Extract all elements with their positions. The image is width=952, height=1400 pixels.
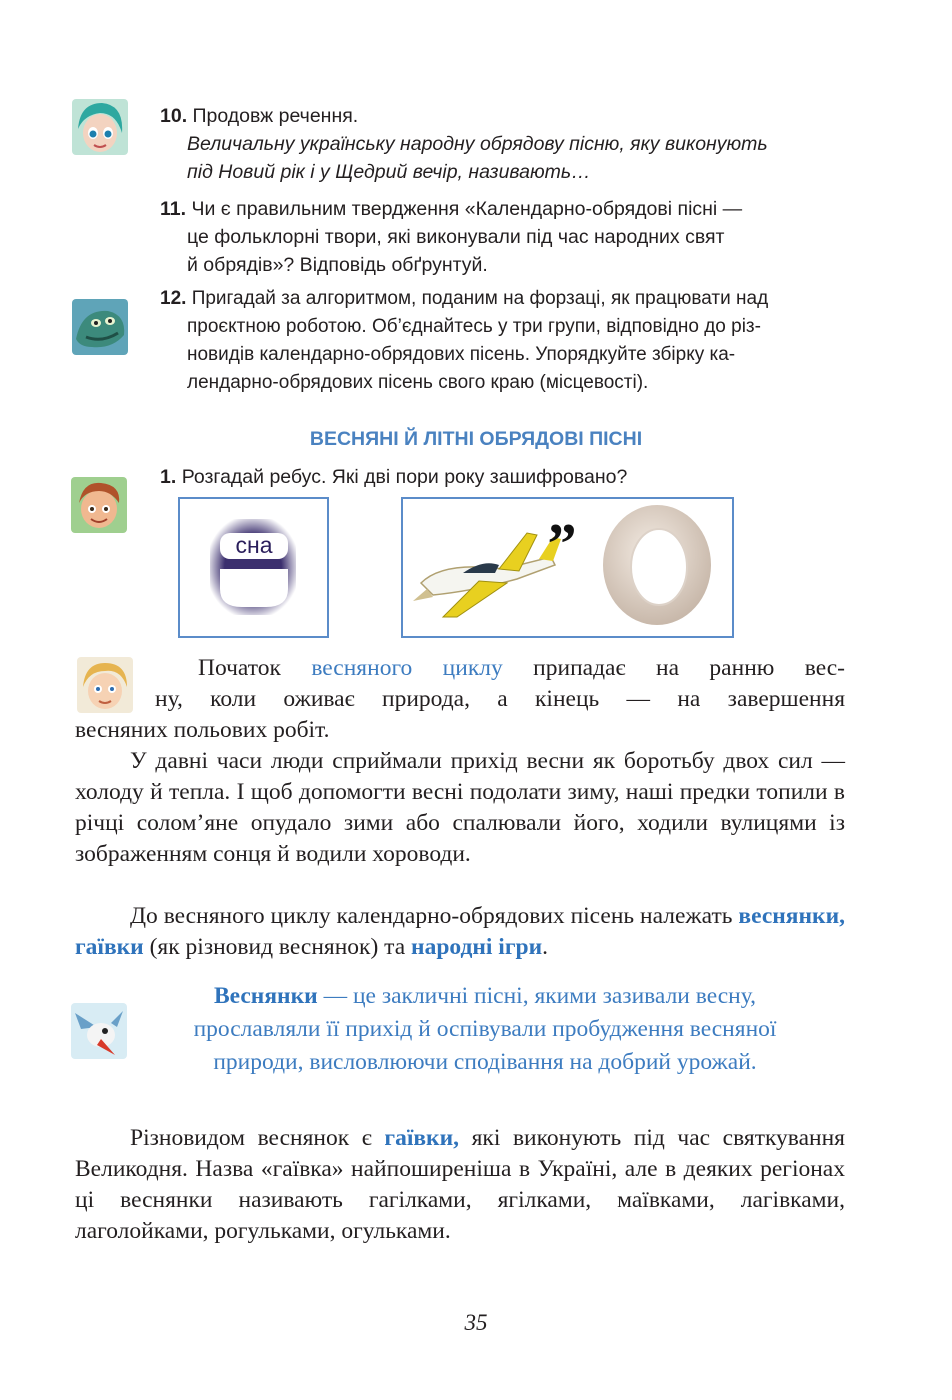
term-spring-cycle: весняного циклу (311, 655, 503, 681)
definition-block (175, 980, 795, 1079)
task-italic-line: під Новий рік і у Щедрий вечір, називають… (187, 161, 591, 183)
task-text: новидів календарно-обрядових пісень. Упорядкуйте збірку ка- (187, 344, 736, 365)
page-number: 35 (464, 1310, 488, 1335)
task-text: проєктною роботою. Об’єднайтесь у три групи, відповідно до різ- (187, 316, 761, 337)
boy-avatar-icon (71, 477, 127, 533)
section-heading: ВЕСНЯНІ Й ЛІТНІ ОБРЯДОВІ ПІСНІ (309, 428, 643, 450)
task-number: 1. (160, 466, 177, 488)
term-folk-games: народні ігри (411, 934, 543, 960)
girl-avatar-icon (72, 99, 128, 155)
paragraph-4: Різновидом веснянок є гаївки, які виконують під час святкування Великодня. Назва «гаївка» найпоширеніша в Україні, але в деяких регіонах ці веснянки називають гагілками, ягілками, маївками, лагівками, лаголойками, рогульками, огульками. (75, 1125, 845, 1244)
task-text: це фольклорні твори, які виконували під час народних свят (187, 226, 725, 248)
paragraph-1-line-1: Початок весняного циклу припадає на ранню вес- (198, 655, 845, 681)
term-vesnianky-haivky: веснянки, гаївки (75, 903, 845, 960)
task-10 (160, 102, 860, 186)
paragraph-1-line-3: весняних польових робіт. (75, 717, 330, 743)
term-haivky: гаївки, (384, 1125, 460, 1151)
definition-text: — це закличні пісні, якими зазивали весну, прославляли її прихід й оспівували пробудження весняної природи, висловлюючи сподівання на добрий урожай. (193, 983, 777, 1075)
task-italic-line: Величальну українську народну обрядову пісню, яку виконують (187, 133, 768, 155)
bird-avatar-icon (71, 1003, 127, 1059)
paragraph-2: У давні часи люди сприймали прихід весни як боротьбу двох сил — холоду й тепла. І щоб допомогти весні подолати зиму, наші предки топили в річці солом’яне опудало зими або спалювали його, ходили вулицями із зображенням сонця й водили хороводи. (75, 748, 845, 867)
dragon-avatar-icon (72, 299, 128, 355)
rebus-left-frame (178, 497, 329, 638)
task-text: Чи є правильним твердження «Календарно-обрядові пісні — (191, 198, 743, 220)
task-text: Продовж речення. (192, 105, 359, 127)
task-text: Розгадай ребус. Які дві пори року зашифровано? (181, 466, 628, 488)
paragraph-1-line-2: ну, коли оживає природа, а кінець — на завершення (155, 686, 845, 712)
rebus-comma-mark: „ (548, 481, 577, 546)
rebus-syllable: сна (235, 532, 273, 558)
task-1 (160, 463, 860, 491)
task-12 (160, 285, 860, 397)
rebus-right-frame (401, 481, 734, 638)
child-avatar-icon (77, 657, 133, 713)
task-text: лендарно-обрядових пісень свого краю (місцевості). (187, 372, 649, 393)
task-number: 10. (160, 105, 188, 127)
paragraph-3: До весняного циклу календарно-обрядових пісень належать веснянки, гаївки (як різновид веснянок) та народні ігри. (75, 903, 845, 960)
task-text: Пригадай за алгоритмом, поданим на форзаці, як працювати над (191, 288, 769, 309)
task-number: 11. (160, 198, 187, 220)
task-11 (160, 195, 860, 279)
letter-o-ring-icon (599, 499, 719, 636)
definition-term: Веснянки (213, 983, 318, 1009)
airplane-icon (403, 499, 613, 636)
task-number: 12. (160, 288, 187, 309)
task-text: й обрядів»? Відповідь обґрунтуй. (187, 254, 488, 276)
